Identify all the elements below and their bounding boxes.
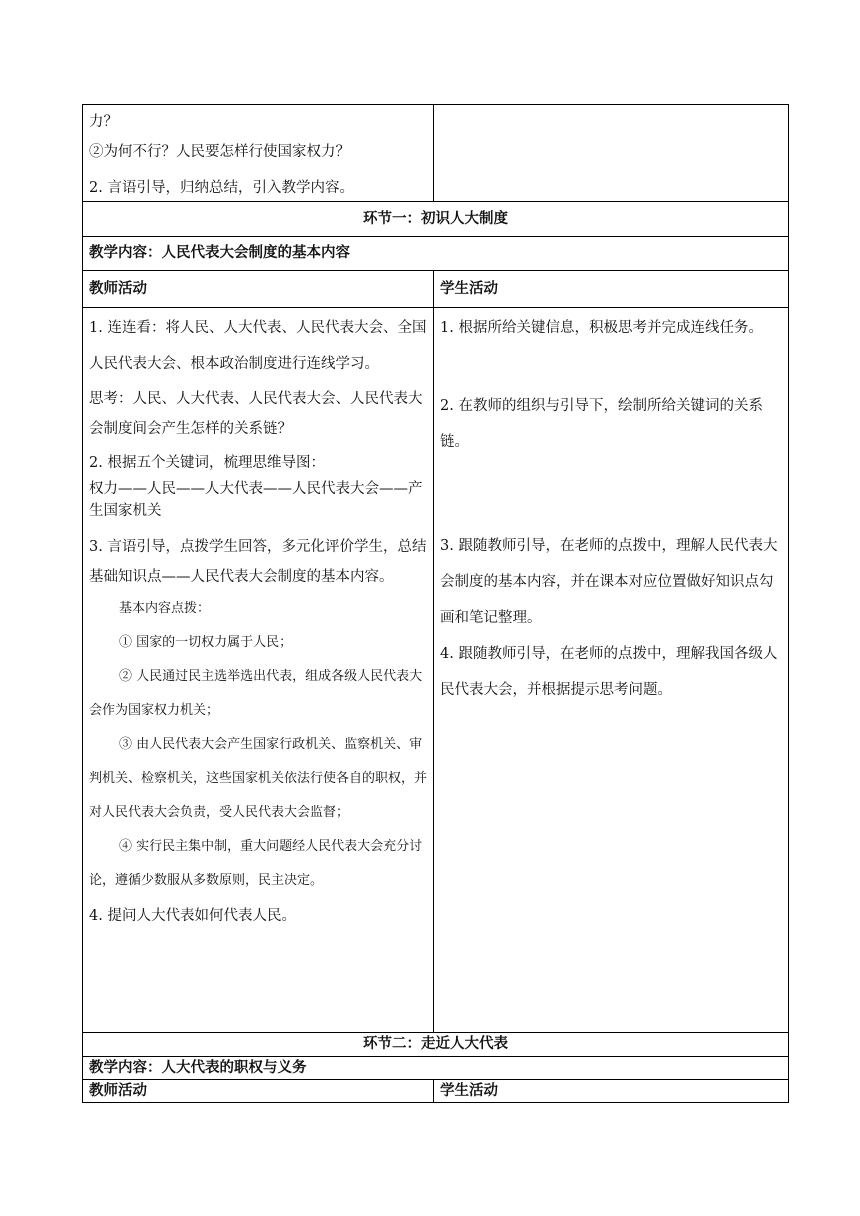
section2-content-row (83, 1057, 789, 1080)
student-item-2: 2. 在教师的组织与引导下，绘制所给关键词的关系链。 (440, 398, 763, 450)
teacher-item-4: 4. 提问人大代表如何代表人民。 (89, 908, 296, 924)
teacher-activity-header: 教师活动 (83, 271, 434, 308)
continued-row (83, 105, 789, 202)
student-item-3: 3. 跟随教师引导，在老师的点拨中，理解人民代表大会制度的基本内容，并在课本对应位置做好知识点勾画和笔记整理。 (440, 538, 778, 626)
section2-title: 环节二：走近人大代表 (83, 1033, 789, 1057)
section1-body-row (83, 308, 789, 1033)
student-item-4: 4. 跟随教师引导，在老师的点拨中，理解我国各级人民代表大会，并根据提示思考问题。 (440, 646, 778, 698)
lesson-plan-page (82, 104, 788, 1103)
section2-header-row (83, 1080, 789, 1103)
teacher-item-1: 1. 连连看：将人民、人大代表、人民代表大会、全国人民代表大会、根本政治制度进行连线学习。 (89, 320, 427, 372)
lesson-plan-table (82, 104, 789, 1103)
continued-line-1: 力？ (89, 114, 118, 130)
section1-title-row (83, 202, 789, 237)
section1-content-row (83, 237, 789, 271)
student-item-1: 1. 根据所给关键信息，积极思考并完成连线任务。 (440, 320, 763, 336)
teacher-item-2b: 权力——人民——人大代表——人民代表大会——产生国家机关 (89, 481, 423, 519)
point-1: ① 国家的一切权力属于人民； (119, 635, 293, 650)
teacher-item-3: 3. 言语引导，点拨学生回答，多元化评价学生，总结基础知识点——人民代表大会制度的基本内容。 (89, 539, 427, 585)
section1-title: 环节一：初识人大制度 (83, 202, 789, 237)
teacher-think: 思考：人民、人大代表、人民代表大会、人民代表大会制度间会产生怎样的关系链？ (89, 391, 423, 437)
point-3: ③ 由人民代表大会产生国家行政机关、监察机关、审判机关、检察机关，这些国家机关依法行使各自的职权，并对人民代表大会负责，受人民代表大会监督； (89, 737, 428, 820)
student-activity-header: 学生活动 (434, 271, 789, 308)
section2-student-header: 学生活动 (434, 1080, 789, 1103)
point-4: ④ 实行民主集中制，重大问题经人民代表大会充分讨论，遵循少数服从多数原则，民主决定。 (89, 839, 423, 888)
teacher-item-2a: 2. 根据五个关键词，梳理思维导图： (89, 455, 325, 471)
point-2: ② 人民通过民主选举选出代表，组成各级人民代表大会作为国家权力机关； (89, 669, 423, 718)
section2-title-row (83, 1033, 789, 1057)
points-title: 基本内容点拨： (119, 601, 211, 616)
section2-teacher-header: 教师活动 (83, 1080, 434, 1103)
continued-line-3: 2. 言语引导，归纳总结，引入教学内容。 (89, 180, 354, 196)
continued-teacher-cell (83, 105, 434, 202)
section2-content: 教学内容：人大代表的职权与义务 (83, 1057, 789, 1080)
continued-line-2: ②为何不行？人民要怎样行使国家权力？ (89, 144, 350, 160)
section1-teacher-cell (83, 308, 434, 1033)
continued-student-cell (434, 105, 789, 202)
section1-content: 教学内容：人民代表大会制度的基本内容 (83, 237, 789, 271)
section1-header-row (83, 271, 789, 308)
section1-student-cell (434, 308, 789, 1033)
